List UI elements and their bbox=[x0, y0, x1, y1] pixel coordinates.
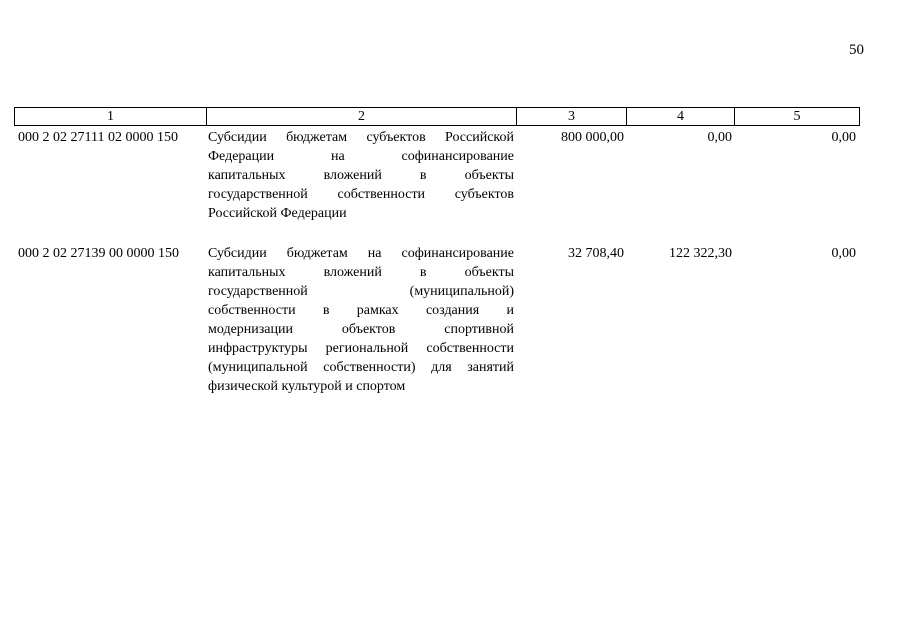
description-line: Субсидии бюджетам субъектов Российской bbox=[208, 130, 514, 145]
header-col-1: 1 bbox=[15, 108, 207, 125]
value-col-5: 0,00 bbox=[831, 246, 856, 261]
value-col-5: 0,00 bbox=[831, 130, 856, 145]
description-line: государственной собственности субъектов bbox=[208, 187, 514, 202]
description-line: инфраструктуры региональной собственности bbox=[208, 341, 514, 356]
value-col-3: 800 000,00 bbox=[561, 130, 624, 145]
header-col-3: 3 bbox=[517, 108, 627, 125]
description-line: государственной (муниципальной) bbox=[208, 284, 514, 299]
description-line: физической культурой и спортом bbox=[208, 379, 406, 394]
value-col-4: 122 322,30 bbox=[669, 246, 732, 261]
budget-code: 000 2 02 27139 00 0000 150 bbox=[18, 246, 179, 261]
description-line: модернизации объектов спортивной bbox=[208, 322, 514, 337]
table-header bbox=[14, 107, 860, 126]
row-description bbox=[206, 244, 516, 396]
value-col-4: 0,00 bbox=[707, 130, 732, 145]
table-row bbox=[14, 244, 860, 396]
description-line: Федерации на софинансирование bbox=[208, 149, 514, 164]
description-line: Российской Федерации bbox=[208, 206, 347, 221]
table-row bbox=[14, 128, 860, 223]
page-number: 50 bbox=[849, 42, 864, 58]
description-line: капитальных вложений в объекты bbox=[208, 265, 514, 280]
description-line: Субсидии бюджетам на софинансирование bbox=[208, 246, 514, 261]
value-col-3: 32 708,40 bbox=[568, 246, 624, 261]
header-col-5: 5 bbox=[793, 109, 801, 124]
budget-code: 000 2 02 27111 02 0000 150 bbox=[18, 130, 178, 145]
row-description bbox=[206, 128, 516, 223]
description-line: капитальных вложений в объекты bbox=[208, 168, 514, 183]
header-col-2: 2 bbox=[207, 108, 517, 125]
description-line: (муниципальной собственности) для занятий bbox=[208, 360, 514, 375]
description-line: собственности в рамках создания и bbox=[208, 303, 514, 318]
header-col-4: 4 bbox=[627, 108, 735, 125]
